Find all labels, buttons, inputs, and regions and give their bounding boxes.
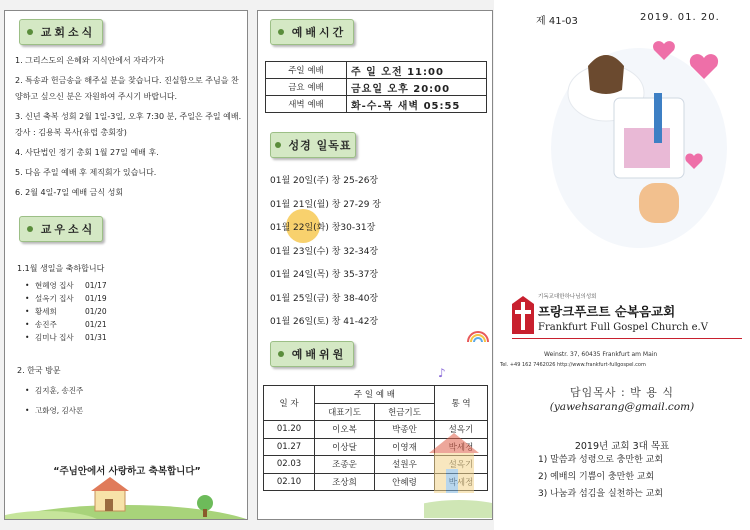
birthday-item: • 현혜영 집사 01/17 — [25, 279, 107, 292]
reading-item: 01월 26일(토) 창 41-42장 — [270, 317, 379, 327]
visit-item: • 고화영, 김사론 — [25, 401, 83, 421]
blessing-text: “주님안에서 사랑하고 축복합니다” — [53, 466, 201, 477]
visit-list — [25, 381, 83, 421]
birthday-list — [25, 279, 107, 344]
birthday-heading: 1.1월 생일을 축하합니다 — [17, 264, 105, 273]
table-row: 02.10 조상희 안혜령 — [264, 473, 488, 491]
news-item: 3. 신년 축복 성회 2월 1일-3일, 오후 7:30 분, 주일은 주일 예배. 강사 : 김용복 목사(유럽 총회장) — [15, 112, 242, 137]
news-item: 5. 다음 주일 예배 후 제직회가 있습니다. — [15, 168, 157, 177]
pastor-name: 담임목사 : 박 용 식 — [569, 386, 675, 399]
birthday-item: • 김미나 집사 01/31 — [25, 331, 107, 344]
reading-schedule — [270, 170, 381, 335]
members-title-tab — [19, 216, 103, 242]
table-row: 02.03 조종운 설원우 — [264, 456, 488, 474]
news-item: 1. 그리스도의 은혜와 지식안에서 자라가자 — [15, 56, 165, 65]
church-name-en: Frankfurt Full Gospel Church e.V — [538, 322, 708, 333]
table-row: 01.20 이오복 박종안 설옥기 — [264, 421, 488, 439]
service-title: 예배시간 — [291, 26, 347, 39]
rainbow-icon — [466, 324, 490, 344]
service-title-tab — [270, 19, 354, 45]
reading-item: 01월 25일(금) 창 38-40장 — [270, 293, 379, 304]
bullet-dot-icon — [275, 142, 281, 148]
table-row: 01.27 이상달 이영재 — [264, 438, 488, 456]
table-row: 일 자 주 일 예 배 통 역 — [264, 386, 488, 404]
reading-item: 01월 23일(수) 창 32-34장 — [270, 246, 379, 257]
hill-illustration — [5, 471, 248, 520]
goal-item: 2) 예배의 기쁨이 충만한 교회 — [538, 472, 655, 482]
goals-title: 2019년 교회 3대 목표 — [574, 441, 670, 452]
members-title: 교우소식 — [40, 223, 96, 236]
table-row: 새벽 예배 화-수-목 새벽 05:55 — [266, 96, 487, 113]
reading-title-tab — [270, 132, 356, 158]
news-list — [15, 53, 243, 201]
goals-list — [538, 452, 663, 503]
news-item: 4. 사단법인 정기 총회 1월 27일 예배 후. — [15, 148, 159, 157]
bullet-dot-icon — [278, 351, 284, 357]
news-panel — [4, 10, 248, 520]
service-panel — [257, 10, 493, 520]
issue-number: 제 41-03 — [536, 16, 578, 27]
birthday-item: • 황세희 01/20 — [25, 305, 107, 318]
news-title: 교회소식 — [40, 26, 96, 39]
pastor-email: (yawehsarang@gmail.com) — [549, 401, 695, 413]
church-name-kr: 프랑크푸르트 순복음교회 — [538, 304, 676, 319]
bullet-dot-icon — [27, 29, 33, 35]
village-illustration — [424, 423, 493, 518]
birthday-item: • 설옥기 집사 01/19 — [25, 292, 107, 305]
church-address: Weinstr. 37, 60435 Frankfurt am Main — [544, 351, 658, 358]
cover-panel — [494, 0, 750, 530]
reading-item: 01월 20일(주) 창 25-26장 — [270, 176, 379, 186]
music-note-icon: ♪ — [438, 366, 446, 380]
reading-item: 01월 22일(화) 창30-31장 — [270, 223, 376, 233]
visit-item: • 김지훈, 송진주 — [25, 381, 83, 401]
duty-title: 예배위원 — [291, 348, 347, 361]
goal-item: 3) 나눔과 섬김을 실천하는 교회 — [538, 489, 664, 499]
divider — [512, 338, 742, 339]
church-contact: Tel. +49 162 7462026 http://www.frankfurt-fullgospel.com — [500, 362, 646, 368]
jesus-illustration — [544, 38, 730, 250]
bullet-dot-icon — [278, 29, 284, 35]
table-row: 대표기도 헌금기도 — [264, 403, 488, 421]
table-row: 주일 예배 주 일 오전 11:00 — [266, 62, 487, 79]
reading-title: 성경 일독표 — [288, 139, 352, 152]
reading-item: 01월 24일(목) 창 35-37장 — [270, 270, 379, 280]
birthday-item: • 송진주 01/21 — [25, 318, 107, 331]
denomination: 기독교대한하나님의성회 — [538, 294, 597, 300]
church-logo-icon — [512, 296, 534, 334]
table-row: 금요 예배 금요일 오후 20:00 — [266, 79, 487, 96]
news-title-tab — [19, 19, 103, 45]
bullet-dot-icon — [27, 226, 33, 232]
goal-item: 1) 말씀과 성령으로 충만한 교회 — [538, 455, 664, 465]
news-item: 2. 특송과 헌금송을 해주실 분을 찾습니다. 진실함으로 주님을 찬양하고 싶으신 분은 자원하여 주시기 바랍니다. — [15, 76, 239, 101]
service-time-table — [265, 61, 487, 113]
visit-heading: 2. 한국 방문 — [17, 366, 61, 375]
news-item: 6. 2월 4일-7일 예배 금식 성회 — [15, 188, 124, 197]
reading-item: 01월 21일(월) 창 27-29 장 — [270, 199, 381, 210]
issue-date: 2019. 01. 20. — [640, 12, 720, 23]
duty-title-tab — [270, 341, 354, 367]
